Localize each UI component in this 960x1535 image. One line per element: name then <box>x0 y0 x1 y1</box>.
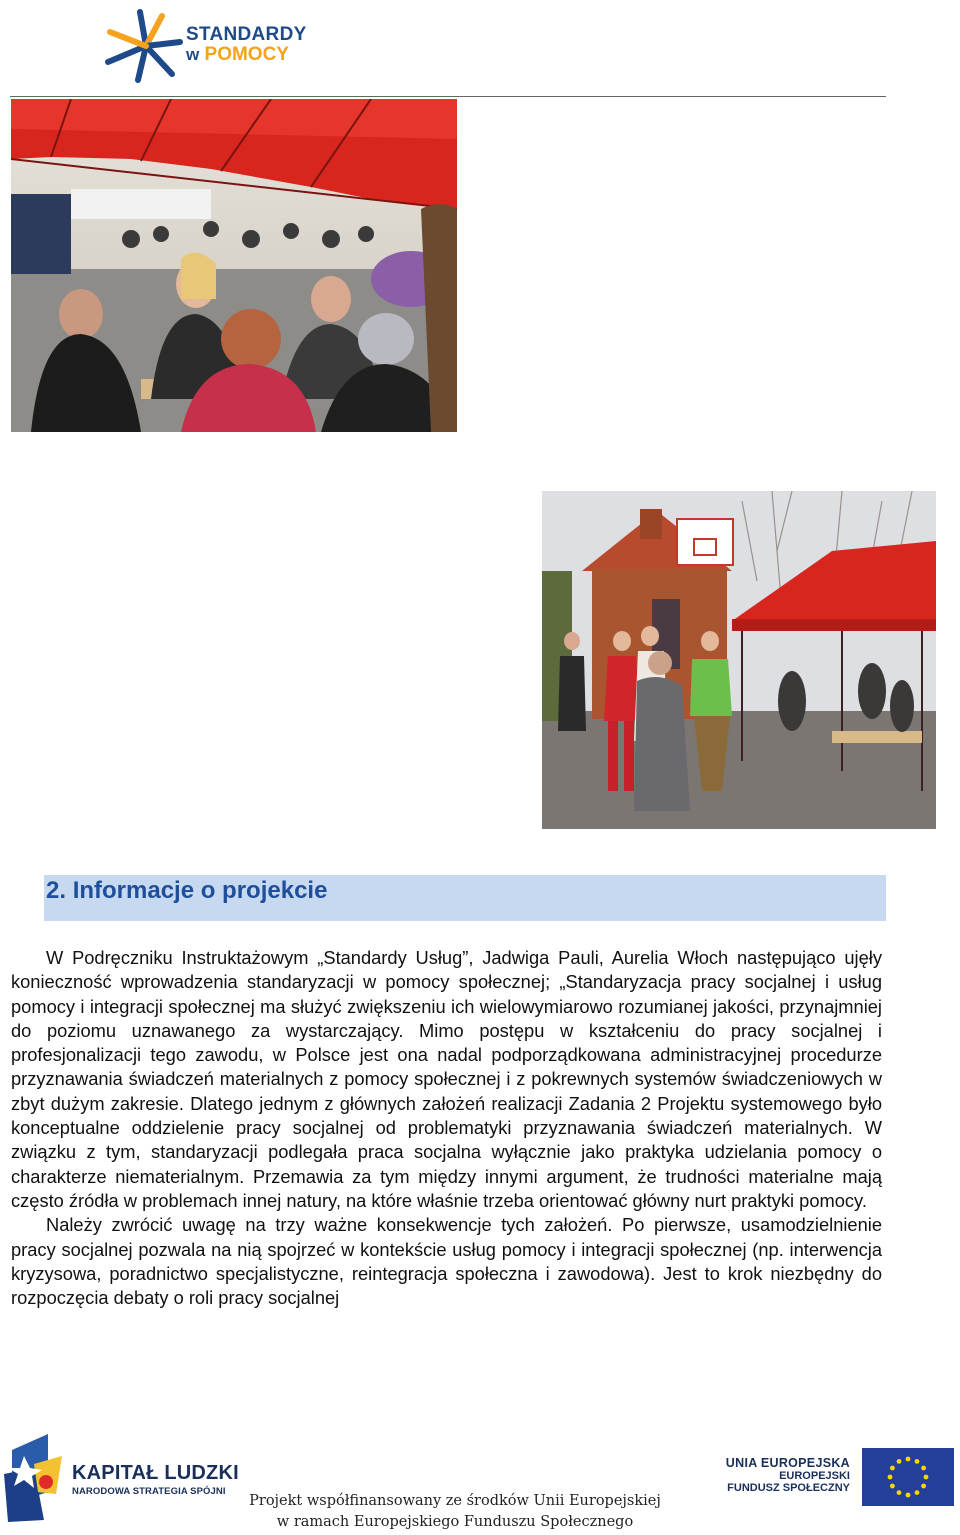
dancing-outdoor-event-photo <box>542 491 936 829</box>
kapital-ludzki-subtitle: NARODOWA STRATEGIA SPÓJNI <box>72 1486 226 1497</box>
cofinance-text-line1: Projekt współfinansowany ze środków Unii Europejskiej <box>249 1493 661 1509</box>
logo-text-standardy: STANDARDY <box>186 24 307 45</box>
logo-text-w: w <box>186 45 200 64</box>
eu-fund-label <box>700 1456 850 1494</box>
section-heading <box>46 876 327 906</box>
logo-text-pomocy <box>186 44 289 66</box>
eu-flag-icon <box>862 1448 954 1506</box>
soup-kitchen-tent-photo <box>11 99 457 432</box>
kapital-ludzki-logo-icon <box>4 1434 66 1522</box>
eu-label-line3: FUNDUSZ SPOŁECZNY <box>727 1482 850 1494</box>
section-number: 2. <box>46 877 67 904</box>
body-paragraph-2: Należy zwrócić uwagę na trzy ważne konsekwencje tych założeń. Po pierwsze, usamodzielnienie pracy socjalnej pozwala na nią spojrzeć w kontekście usług pomocy i integracji społecznej (np. interwencja kryzysowa, poradnictwo specjalistyczne, reintegracja społeczna i zawodowa). Jest to krok niezbędny do rozpoczęcia debaty o roli pracy socjalnej <box>11 1214 882 1309</box>
body-paragraph-1: W Podręczniku Instruktażowym „Standardy Usług”, Jadwiga Pauli, Aurelia Włoch następująco ujęły konieczność wprowadzenia standaryzacji w pomocy społecznej; „Standaryzacja pracy socjalnej i usług pomocy i integracji społecznej ma służyć zwiększeniu ich wielowymiarowo rozumianej jakości, przynajmniej do poziomu uznawanego za wystarczający. Mimo postępu w kształceniu do pracy socjalnej i profesjonalizacji tego zawodu, w Polsce jest ona nadal podporządkowana administracyjnej procedurze przyznawania świadczeń materialnych z pomocy społecznej i z pokrewnych systemów świadczeniowych w zbyt dużym zakresie. Dlatego jednym z głównych założeń realizacji Zadania 2 Projektu systemowego było konceptualne oddzielenie pracy socjalnej od problematyki przyznawania świadczeń materialnych. W związku z tym, standaryzacji podlegała praca socjalna wyłącznie jako praktyka udzielania pomocy o charakterze niematerialnym. Przemawia za tym między innymi argument, że trudności materialne mają często źródła w problemach innej natury, na które właśnie trzeba orientować główny nurt praktyki pomocy. <box>11 947 882 1211</box>
section-title: Informacje o projekcie <box>72 877 328 904</box>
header-divider <box>10 96 886 97</box>
body-text <box>11 946 882 1310</box>
cofinance-text-line2: w ramach Europejskiego Funduszu Społecznego <box>276 1514 634 1530</box>
kapital-ludzki-title: KAPITAŁ LUDZKI <box>72 1462 239 1484</box>
logo-star-icon <box>100 8 186 83</box>
eu-label-line1: UNIA EUROPEJSKA <box>725 1456 850 1470</box>
eu-label-line2: EUROPEJSKI <box>779 1470 850 1482</box>
logo-text-pomocy-word: POMOCY <box>204 44 289 65</box>
